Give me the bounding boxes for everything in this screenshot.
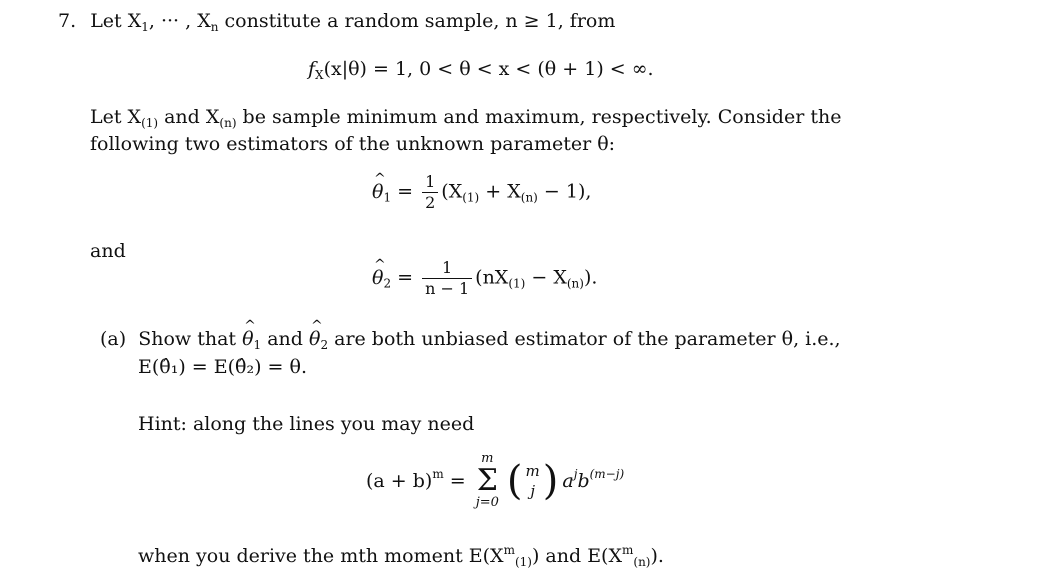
density-rest: (x|θ) = 1, 0 < θ < x < (θ + 1) < ∞.	[323, 58, 654, 80]
density-f: f	[308, 58, 316, 80]
final-sub1: (1)	[514, 555, 532, 569]
para-line2: following two estimators of the unknown parameter θ:	[90, 133, 616, 155]
est2-frac-den: n − 1	[425, 279, 470, 298]
problem-number: 7.	[58, 10, 77, 32]
est2-rhs-sub1: (1)	[508, 276, 526, 291]
estimator-2	[372, 258, 597, 299]
binomial-coefficient: ( m j )	[506, 458, 559, 504]
est1-frac-num: 1	[422, 172, 438, 193]
part-a-theta2-sub: 2	[320, 338, 329, 352]
density-formula	[308, 58, 654, 80]
sum-sigma: Σ	[476, 463, 498, 498]
final-c: ).	[650, 545, 664, 567]
intro-rest: constitute a random sample, n ≥ 1, from	[218, 10, 616, 32]
sum-bottom: j=0	[475, 495, 499, 510]
part-a-line-2	[138, 356, 307, 378]
part-a-theta1-sub: 1	[253, 338, 262, 352]
est2-sub: 2	[383, 276, 392, 291]
para-part1: Let X	[90, 106, 142, 128]
est2-theta: ^ θ	[372, 267, 383, 289]
para-sub2: (n)	[219, 116, 237, 130]
final-sup2: m	[622, 543, 634, 557]
est1-rhs-a: (X	[441, 180, 463, 203]
density-sub: X	[315, 68, 324, 82]
binom-b-sup: (m−j)	[589, 467, 625, 481]
est1-rhs-sub2: (n)	[520, 190, 538, 205]
part-a-theta1: ^ θ	[242, 328, 253, 350]
part-a-text-c: are both unbiased estimator of the parameter θ, i.e.,	[328, 328, 841, 350]
hint-text: Hint: along the lines you may need	[138, 413, 475, 435]
para-part2: and X	[158, 106, 220, 128]
binom-b: b	[577, 470, 590, 492]
est1-eq: =	[391, 180, 420, 203]
part-a-text-b: and	[261, 328, 309, 350]
est1-theta: ^ θ	[372, 181, 383, 203]
est1-frac-den: 2	[425, 193, 436, 212]
paragraph-line-1	[90, 106, 841, 128]
est1-sub: 1	[383, 190, 392, 205]
binomial-formula	[366, 452, 624, 510]
part-a-line2: E(θ̂₁) = E(θ̂₂) = θ.	[138, 356, 307, 378]
est2-rhs-a: (nX	[475, 266, 509, 289]
paragraph-line-2	[90, 133, 615, 155]
final-b: ) and E(X	[531, 545, 622, 567]
est1-rhs-sub1: (1)	[462, 190, 480, 205]
est2-frac-num: 1	[422, 258, 472, 279]
part-a-text-a: Show that	[138, 328, 243, 350]
estimator-1	[372, 172, 591, 213]
part-a-label: (a)	[100, 328, 127, 350]
est1-fraction	[422, 172, 438, 213]
est2-eq: =	[391, 266, 420, 289]
sum-operator	[476, 452, 499, 510]
para-sub1: (1)	[141, 116, 159, 130]
binom-bot: j	[530, 482, 535, 500]
part-a-theta2: ^ θ	[309, 328, 320, 350]
est2-rhs-sub2: (n)	[566, 276, 584, 291]
intro-sub1: 1	[141, 20, 149, 34]
final-sub2: (n)	[633, 555, 651, 569]
sum-top: m	[481, 451, 494, 466]
binom-a-sup: j	[573, 467, 578, 481]
est2-rhs-c: ).	[583, 266, 598, 289]
est2-fraction	[422, 258, 472, 299]
binom-top: m	[525, 462, 540, 480]
binom-lhs: (a + b)	[366, 470, 433, 492]
final-a: when you derive the mth moment E(X	[138, 545, 504, 567]
final-line	[138, 545, 664, 567]
final-sup1: m	[503, 543, 515, 557]
intro-sub-n: n	[210, 20, 219, 34]
est2-rhs-b: − X	[525, 266, 567, 289]
est1-rhs-c: − 1),	[537, 180, 592, 203]
binom-lhs-sup: m	[432, 467, 444, 481]
intro-text: Let X	[90, 10, 142, 32]
and-word: and	[90, 240, 126, 262]
binom-a: a	[562, 470, 574, 492]
para-part3: be sample minimum and maximum, respectively. Consider the	[236, 106, 842, 128]
est1-rhs-b: + X	[479, 180, 521, 203]
problem-intro-line	[58, 10, 615, 32]
intro-mid: , ··· , X	[148, 10, 211, 32]
binom-eq: =	[443, 470, 472, 492]
part-a-line-1	[100, 328, 841, 350]
